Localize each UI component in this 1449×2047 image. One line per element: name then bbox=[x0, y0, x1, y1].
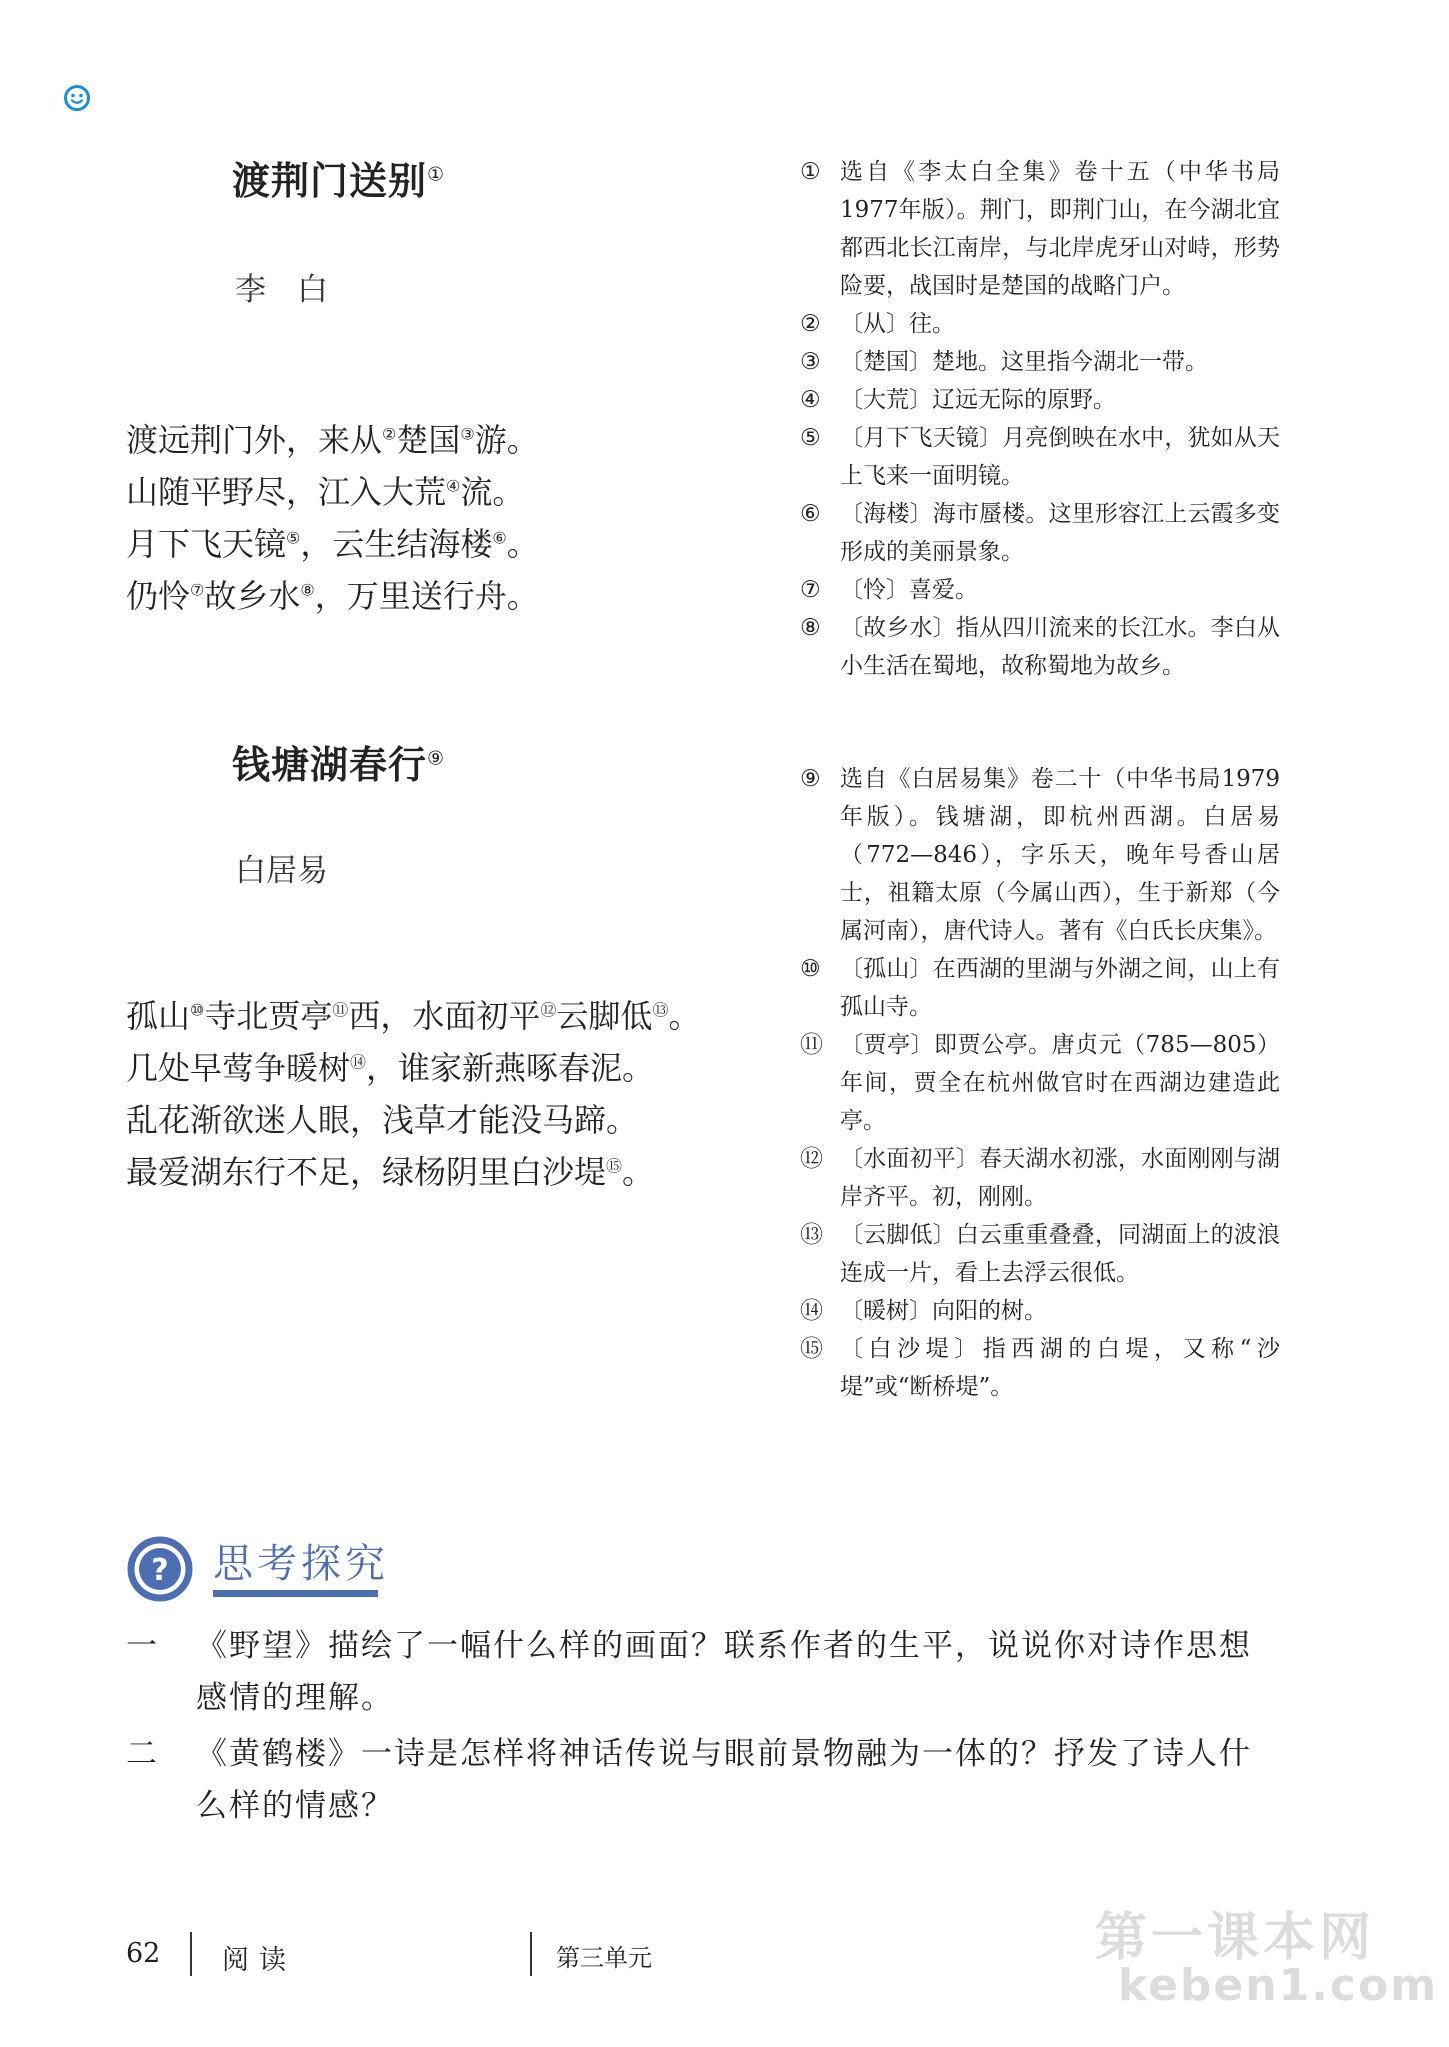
footnote-number: ⑬ bbox=[800, 1222, 823, 1248]
footnote-text: 〔大荒〕辽远无际的原野。 bbox=[840, 387, 1116, 413]
footnote-mark: ⑫ bbox=[540, 1000, 557, 1020]
footnote-number: ② bbox=[800, 311, 821, 337]
footnote-text: 〔暖树〕向阳的树。 bbox=[840, 1298, 1047, 1324]
footnote-item bbox=[800, 609, 1280, 685]
poem-line bbox=[126, 1094, 700, 1146]
footnote-item bbox=[800, 1292, 1280, 1330]
footnote-mark: ⑪ bbox=[332, 1000, 349, 1020]
poem2-title: 钱塘湖春行⑨ bbox=[232, 742, 446, 787]
footnote-mark: ⑭ bbox=[350, 1052, 367, 1072]
footnote-number: ④ bbox=[800, 387, 821, 413]
footnote-item bbox=[800, 343, 1280, 381]
footer-unit: 第三单元 bbox=[556, 1944, 652, 1972]
poem-text: 。 bbox=[622, 1153, 655, 1191]
svg-text:?: ? bbox=[151, 1553, 169, 1588]
poem-text: 孤山 bbox=[126, 997, 191, 1035]
footnote-mark: ④ bbox=[446, 476, 461, 496]
question-text: 《野望》描绘了一幅什么样的画面？联系作者的生平，说说你对诗作思想感情的理解。 bbox=[196, 1628, 1252, 1716]
footnotes-poem1 bbox=[800, 153, 1280, 685]
poem-text: 楚国 bbox=[396, 421, 461, 459]
poem-text: 月下飞天镜 bbox=[126, 525, 287, 563]
smiley-icon bbox=[63, 84, 91, 112]
watermark-url: keben1.com bbox=[1118, 1960, 1439, 2011]
poem1-title: 渡荆门送别① bbox=[232, 158, 446, 203]
poem1-body bbox=[126, 414, 539, 622]
footnote-number: ① bbox=[800, 159, 821, 185]
poem-text: 游。 bbox=[474, 421, 539, 459]
footnote-text: 〔从〕往。 bbox=[840, 311, 955, 337]
footnote-text: 选自《白居易集》卷二十（中华书局1979年版）。钱塘湖，即杭州西湖。白居易（772—846），字乐天，晚年号香山居士，祖籍太原（今属山西），生于新郑（今属河南），唐代诗人。著有《白氏长庆集》。 bbox=[840, 766, 1280, 944]
poem-text: 故乡水 bbox=[204, 577, 301, 615]
footer-section: 阅读 bbox=[222, 1945, 296, 1976]
footnote-text: 〔怜〕喜爱。 bbox=[840, 577, 978, 603]
footnote-text: 〔故乡水〕指从四川流来的长江水。李白从小生活在蜀地，故称蜀地为故乡。 bbox=[840, 615, 1280, 679]
poem-text: 最爱湖东行不足，绿杨阴里白沙堤 bbox=[126, 1153, 607, 1191]
footnote-mark: ⑥ bbox=[492, 528, 507, 548]
poem-text: ，云生结海楼 bbox=[300, 525, 493, 563]
poem-line bbox=[126, 570, 539, 622]
poem-line bbox=[126, 990, 700, 1042]
poem-text: ，谁家新燕啄春泥。 bbox=[366, 1049, 655, 1087]
poem-text: 西，水面初平 bbox=[348, 997, 541, 1035]
poem2-title-footnote-mark: ⑨ bbox=[427, 747, 446, 770]
footnote-number: ⑮ bbox=[800, 1336, 823, 1362]
poem-text: 渡远荆门外，来从 bbox=[126, 421, 383, 459]
footnote-number: ⑥ bbox=[800, 501, 821, 527]
footnote-item bbox=[800, 1330, 1280, 1406]
poem-text: 几处早莺争暖树 bbox=[126, 1049, 351, 1087]
footnote-item bbox=[800, 1026, 1280, 1140]
footnote-mark: ⑤ bbox=[286, 528, 301, 548]
footnote-item bbox=[800, 1140, 1280, 1216]
section-title: 思考探究 bbox=[213, 1541, 389, 1587]
footer-divider bbox=[190, 1932, 192, 1976]
poem2-author: 白居易 bbox=[235, 853, 328, 889]
question-number: 二 bbox=[126, 1736, 159, 1772]
footnote-number: ⑦ bbox=[800, 577, 821, 603]
footnote-text: 〔海楼〕海市蜃楼。这里形容江上云霞多变形成的美丽景象。 bbox=[840, 501, 1280, 565]
question-number: 一 bbox=[126, 1628, 159, 1664]
footnote-number: ⑭ bbox=[800, 1298, 823, 1324]
poem-text: 云脚低 bbox=[556, 997, 653, 1035]
footnote-item bbox=[800, 1216, 1280, 1292]
footnotes-poem2 bbox=[800, 760, 1280, 1406]
footnote-text: 〔水面初平〕春天湖水初涨，水面刚刚与湖岸齐平。初，刚刚。 bbox=[840, 1146, 1280, 1210]
footnote-mark: ⑧ bbox=[300, 580, 315, 600]
question-item bbox=[126, 1620, 1276, 1724]
poem-text: 山随平野尽，江入大荒 bbox=[126, 473, 447, 511]
footnote-text: 〔孤山〕在西湖的里湖与外湖之间，山上有孤山寺。 bbox=[840, 956, 1280, 1020]
footnote-number: ⑨ bbox=[800, 766, 821, 792]
footnote-item bbox=[800, 495, 1280, 571]
poem-text: 仍怜 bbox=[126, 577, 191, 615]
footnote-mark: ② bbox=[382, 424, 397, 444]
questions-list bbox=[126, 1620, 1276, 1836]
footnote-number: ⑧ bbox=[800, 615, 821, 641]
poem2-body bbox=[126, 990, 700, 1198]
question-text: 《黄鹤楼》一诗是怎样将神话传说与眼前景物融为一体的？抒发了诗人什么样的情感？ bbox=[196, 1736, 1252, 1824]
poem-text: 乱花渐欲迷人眼，浅草才能没马蹄。 bbox=[126, 1101, 639, 1139]
poem-text: 寺北贾亭 bbox=[204, 997, 333, 1035]
footnote-text: 〔云脚低〕白云重重叠叠，同湖面上的波浪连成一片，看上去浮云很低。 bbox=[840, 1222, 1280, 1286]
question-icon bbox=[126, 1535, 194, 1603]
section-underline bbox=[213, 1590, 378, 1597]
footnote-number: ⑪ bbox=[800, 1032, 823, 1058]
poem-line bbox=[126, 1042, 700, 1094]
footnote-text: 〔月下飞天镜〕月亮倒映在水中，犹如从天上飞来一面明镜。 bbox=[840, 425, 1280, 489]
poem1-title-footnote-mark: ① bbox=[427, 163, 446, 186]
footnote-number: ⑫ bbox=[800, 1146, 823, 1172]
footnote-text: 〔白沙堤〕指西湖的白堤，又称“沙堤”或“断桥堤”。 bbox=[840, 1336, 1280, 1400]
poem-text: ，万里送行舟。 bbox=[314, 577, 539, 615]
watermark-text: 第一课本网 bbox=[1095, 1908, 1376, 1968]
poem-text: 。 bbox=[506, 525, 539, 563]
footnote-text: 〔贾亭〕即贾公亭。唐贞元（785—805）年间，贾全在杭州做官时在西湖边建造此亭。 bbox=[840, 1032, 1280, 1134]
poem-line bbox=[126, 466, 539, 518]
footnote-item bbox=[800, 153, 1280, 305]
footnote-item bbox=[800, 419, 1280, 495]
question-item bbox=[126, 1728, 1276, 1832]
poem-line bbox=[126, 414, 539, 466]
footnote-item bbox=[800, 760, 1280, 950]
footnote-text: 〔楚国〕楚地。这里指今湖北一带。 bbox=[840, 349, 1208, 375]
poem-line bbox=[126, 518, 539, 570]
footnote-item bbox=[800, 571, 1280, 609]
footnote-mark: ⑬ bbox=[652, 1000, 669, 1020]
footer-divider bbox=[530, 1932, 532, 1976]
footnote-item bbox=[800, 950, 1280, 1026]
footnote-mark: ③ bbox=[460, 424, 475, 444]
poem-text: 流。 bbox=[460, 473, 525, 511]
page-number: 62 bbox=[126, 1938, 161, 1969]
footnote-number: ⑤ bbox=[800, 425, 821, 451]
footnote-mark: ⑮ bbox=[606, 1156, 623, 1176]
poem1-author: 李 白 bbox=[235, 272, 328, 308]
footnote-mark: ⑦ bbox=[190, 580, 205, 600]
poem-line bbox=[126, 1146, 700, 1198]
footnote-number: ③ bbox=[800, 349, 821, 375]
footnote-number: ⑩ bbox=[800, 956, 821, 982]
footnote-item bbox=[800, 381, 1280, 419]
footnote-mark: ⑩ bbox=[190, 1000, 205, 1020]
poem-text: 。 bbox=[668, 997, 701, 1035]
footnote-item bbox=[800, 305, 1280, 343]
footnote-text: 选自《李太白全集》卷十五（中华书局1977年版）。荆门，即荆门山，在今湖北宜都西北长江南岸，与北岸虎牙山对峙，形势险要，战国时是楚国的战略门户。 bbox=[840, 159, 1280, 299]
